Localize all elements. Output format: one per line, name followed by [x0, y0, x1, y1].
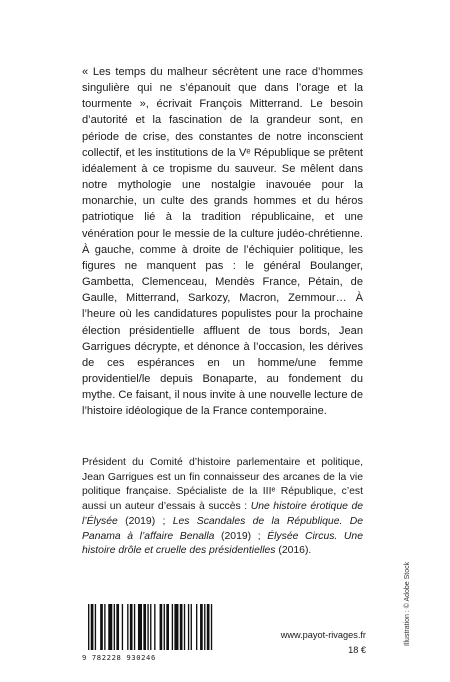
back-cover-blurb: « Les temps du malheur sécrètent une race d’hommes singulière qui ne s’épanouit que dans l’orage et la tourmente », écrivait François Mitterrand. Le besoin d’autorité et la fascination de la grandeur sont, en période de crise, des constantes de notre inconscient collectif, et les institutions de la Vᵉ République se prêtent idéalement à ce tropisme du sauveur. Se mêlent dans notre mythologie une nostalgie inavouée pour la monarchie, un culte des grands hommes et du héros patriotique lié à la tradition républicaine, et une vénération pour le messie de la culture judéo-chrétienne. À gauche, comme à droite de l’échiquier politique, les figures ne manquent pas : le général Boulanger, Gambetta, Clemenceau, Mendès France, Pétain, de Gaulle, Mitterrand, Sarkozy, Macron, Zemmour… À l’heure où les candidatures populistes pour la prochaine élection présidentielle affluent de tous bords, Jean Garrigues décrypte, et dénonce à l’occasion, les dérives de ces espérances en un homme/une femme providentiel/le depuis Bonaparte, au fondement du mythe. Ce faisant, il nous invite à une nouvelle lecture de l’histoire idéologique de la France contemporaine.	[82, 66, 363, 418]
bio-year-3: (2016).	[275, 545, 312, 557]
bio-book-title-1: Une histoire érotique de l’Élysée	[82, 501, 364, 527]
barcode-icon	[82, 604, 216, 652]
bio-intro: Président du Comité d’histoire parlementaire et politique, Jean Garrigues est un fin connaisseur des arcanes de la vie politique française. Spécialiste de la IIIᵉ République, c’est aussi un auteur d’essais à succès :	[82, 457, 363, 513]
price: 18 €	[348, 645, 366, 655]
barcode-digits: 9 782228 930246	[82, 653, 156, 662]
author-bio	[82, 456, 363, 559]
bio-book-title-2: Les Scandales de la République. De Panama à l’affaire Benalla	[82, 515, 363, 542]
barcode	[82, 604, 216, 664]
publisher-website: www.payot-rivages.fr	[280, 630, 366, 640]
bio-year-2: (2019) ;	[214, 530, 268, 542]
illustration-credit: Illustration : © Adobe Stock	[404, 561, 411, 646]
bio-book-title-3: Élysée Circus. Une histoire drôle et cruelle des présidentielles	[82, 530, 363, 557]
bio-year-1: (2019) ;	[117, 515, 173, 527]
